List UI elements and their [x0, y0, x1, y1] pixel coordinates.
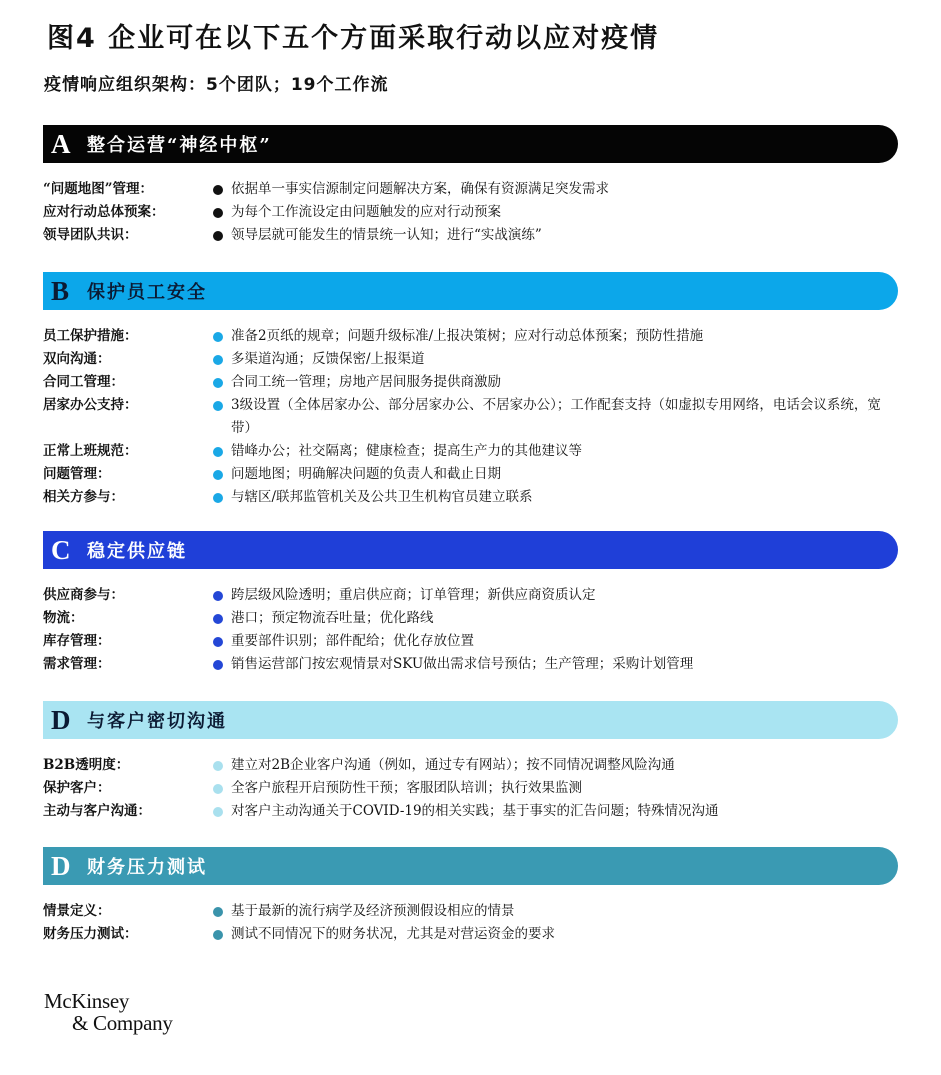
item-value: 与辖区/联邦监管机关及公共卫生机构官员建立联系 [231, 489, 533, 505]
item-key: 供应商参与： [43, 587, 124, 603]
item-value: 为每个工作流设定由问题触发的应对行动预案 [231, 204, 501, 220]
item-value: 港口；预定物流吞吐量；优化路线 [231, 610, 434, 626]
item-key: 正常上班规范： [43, 443, 138, 459]
bullet-dot-icon [213, 637, 223, 647]
item-key: 财务压力测试： [43, 926, 138, 942]
item-key: 相关方参与： [43, 489, 124, 505]
section-rows [43, 584, 898, 676]
section-letter: D [51, 704, 71, 735]
section-label: 与客户密切沟通 [87, 711, 227, 732]
item-value: 领导层就可能发生的情景统一认知；进行“实战演练” [231, 227, 542, 243]
bullet-dot-icon [213, 784, 223, 794]
list-item [43, 440, 898, 463]
bullet-dot-icon [213, 447, 223, 457]
section-header-bar [43, 701, 898, 739]
bullet-dot-icon [213, 591, 223, 601]
item-value: 合同工统一管理；房地产居间服务提供商激励 [231, 374, 501, 390]
item-key: 保护客户： [43, 780, 111, 796]
logo-line-2: & Company [72, 1011, 173, 1035]
bullet-dot-icon [213, 378, 223, 388]
section-letter: A [51, 128, 71, 159]
item-value: 测试不同情况下的财务状况，尤其是对营运资金的要求 [231, 926, 555, 942]
section-label: 整合运营“神经中枢” [87, 135, 272, 156]
page-subtitle: 疫情响应组织架构：5个团队；19个工作流 [44, 75, 389, 95]
section-2 [43, 272, 898, 509]
item-key: 员工保护措施： [43, 328, 138, 344]
item-value: 错峰办公；社交隔离；健康检查；提高生产力的其他建议等 [231, 443, 582, 459]
item-value: 重要部件识别；部件配给；优化存放位置 [231, 633, 474, 649]
section-3 [43, 531, 898, 676]
bullet-dot-icon [213, 930, 223, 940]
item-key: 双向沟通： [43, 351, 111, 367]
list-item [43, 900, 898, 923]
section-rows [43, 178, 898, 247]
page-title: 图4 企业可在以下五个方面采取行动以应对疫情 [47, 23, 660, 54]
item-key: 合同工管理： [43, 374, 124, 390]
item-value: 跨层级风险透明；重启供应商；订单管理；新供应商资质认定 [231, 587, 596, 603]
section-5 [43, 847, 898, 946]
list-item [43, 754, 898, 777]
bullet-dot-icon [213, 614, 223, 624]
bullet-dot-icon [213, 807, 223, 817]
item-value: 基于最新的流行病学及经济预测假设相应的情景 [231, 903, 515, 919]
item-value: 依据单一事实信源制定问题解决方案，确保有资源满足突发需求 [231, 181, 609, 197]
list-item [43, 178, 898, 201]
list-item [43, 486, 898, 509]
list-item [43, 607, 898, 630]
bullet-dot-icon [213, 660, 223, 670]
section-label: 财务压力测试 [87, 857, 207, 878]
section-label: 保护员工安全 [87, 282, 207, 303]
item-value: 准备2页纸的规章；问题升级标准/上报决策树；应对行动总体预案；预防性措施 [231, 328, 704, 344]
bullet-dot-icon [213, 907, 223, 917]
section-rows [43, 754, 898, 823]
item-key: 主动与客户沟通： [43, 803, 151, 819]
list-item [43, 325, 898, 348]
list-item [43, 348, 898, 371]
bullet-dot-icon [213, 761, 223, 771]
section-label: 稳定供应链 [87, 541, 187, 562]
list-item [43, 653, 898, 676]
list-item [43, 800, 898, 823]
item-key: 应对行动总体预案： [43, 204, 165, 220]
section-letter: D [51, 850, 71, 881]
item-key: 问题管理： [43, 466, 111, 482]
bullet-dot-icon [213, 401, 223, 411]
item-key: 情景定义： [43, 903, 111, 919]
item-key: 需求管理： [43, 656, 111, 672]
item-value: 全客户旅程开启预防性干预；客服团队培训；执行效果监测 [231, 780, 582, 796]
list-item [43, 923, 898, 946]
section-letter: B [51, 275, 70, 306]
item-key: “问题地图”管理： [43, 181, 154, 197]
bullet-dot-icon [213, 332, 223, 342]
list-item [43, 224, 898, 247]
bullet-dot-icon [213, 208, 223, 218]
item-value: 问题地图；明确解决问题的负责人和截止日期 [231, 466, 501, 482]
section-4 [43, 701, 898, 823]
item-key: B2B透明度： [43, 757, 130, 773]
item-key: 领导团队共识： [43, 227, 138, 243]
list-item [43, 777, 898, 800]
section-header-bar [43, 531, 898, 569]
logo-line-1: McKinsey [44, 989, 130, 1013]
list-item [43, 201, 898, 224]
section-1 [43, 125, 898, 247]
bullet-dot-icon [213, 493, 223, 503]
list-item [43, 371, 898, 394]
list-item [43, 584, 898, 607]
bullet-dot-icon [213, 355, 223, 365]
section-letter: C [51, 534, 71, 565]
item-value: 建立对2B企业客户沟通（例如，通过专有网站）；按不同情况调整风险沟通 [231, 757, 675, 773]
item-value: 对客户主动沟通关于COVID-19的相关实践；基于事实的汇告问题；特殊情况沟通 [231, 803, 719, 819]
section-header-bar [43, 272, 898, 310]
bullet-dot-icon [213, 185, 223, 195]
section-rows [43, 900, 898, 946]
item-value: 3级设置（全体居家办公、部分居家办公、不居家办公）；工作配套支持（如虚拟专用网络，电话会议系统，宽带） [231, 397, 881, 436]
item-key: 居家办公支持： [43, 397, 138, 413]
list-item [43, 463, 898, 486]
section-rows [43, 325, 898, 509]
item-value: 多渠道沟通；反馈保密/上报渠道 [231, 351, 425, 367]
item-key: 库存管理： [43, 633, 111, 649]
list-item [43, 394, 898, 440]
section-header-bar [43, 125, 898, 163]
item-value: 销售运营部门按宏观情景对SKU做出需求信号预估；生产管理；采购计划管理 [231, 656, 694, 672]
bullet-dot-icon [213, 470, 223, 480]
mckinsey-logo [44, 990, 173, 1034]
section-header-bar [43, 847, 898, 885]
item-key: 物流： [43, 610, 84, 626]
list-item [43, 630, 898, 653]
bullet-dot-icon [213, 231, 223, 241]
